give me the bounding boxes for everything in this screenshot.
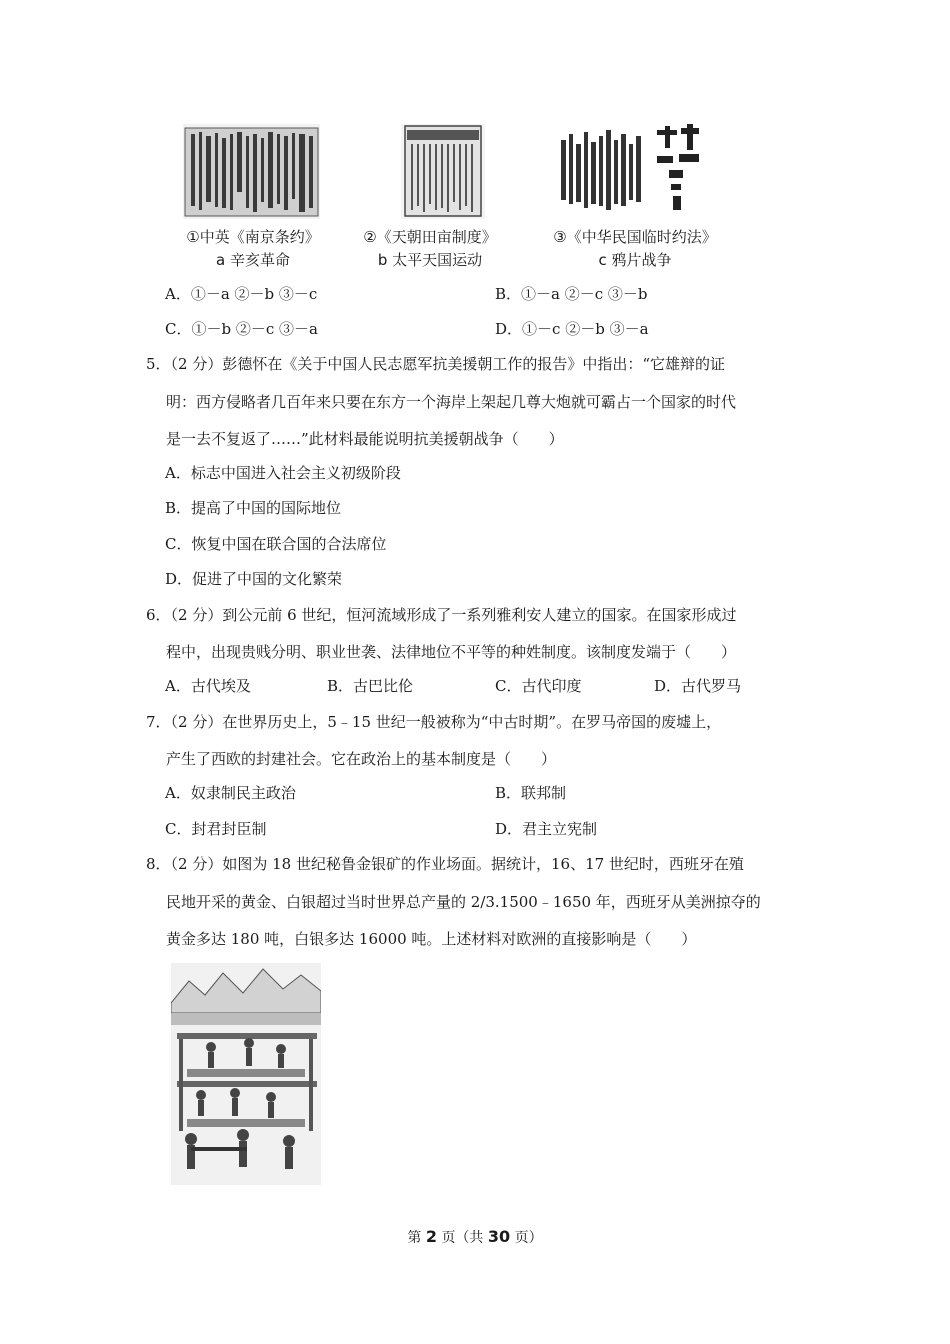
q7-option-c[interactable]: C．封君封臣制 [165, 820, 267, 838]
footer-page-number: 2 [425, 1227, 437, 1246]
q6-option-b[interactable]: B．古巴比伦 [327, 677, 414, 695]
page-footer [0, 1227, 950, 1247]
q6-stem-line-2: 程中，出现贵贱分明、职业世袭、法律地位不平等的种姓制度。该制度发端于（ ） [166, 643, 737, 661]
heavenly-kingdom-land-system-image [401, 124, 485, 219]
q5-option-d[interactable]: D．促进了中国的文化繁荣 [165, 570, 343, 588]
q5-stem-line-2: 明：西方侵略者几百年来只要在东方一个海岸上架起几尊大炮就可霸占一个国家的时代 [166, 393, 737, 411]
caption-1 [160, 226, 346, 270]
q5-stem-line-1: 5．（2 分）彭德怀在《关于中国人民志愿军抗美援朝工作的报告》中指出：“它雄辩的证 [146, 355, 726, 373]
caption-2-bottom: b 太平天国运动 [377, 251, 483, 269]
q7-option-d[interactable]: D．君主立宪制 [495, 820, 598, 838]
q7-option-a[interactable]: A．奴隶制民主政治 [165, 784, 296, 802]
q5-option-b[interactable]: B．提高了中国的国际地位 [165, 499, 342, 517]
footer-total-pages: 30 [487, 1227, 511, 1246]
q5-stem-line-3: 是一去不复返了……”此材料最能说明抗美援朝战争（ ） [166, 430, 564, 448]
caption-3 [530, 226, 740, 270]
q7-stem-line-1: 7．（2 分）在世界历史上，5﹣15 世纪一般被称为“中古时期”。在罗马帝国的废墟上， [146, 713, 722, 731]
footer-mid: 页（共 [441, 1230, 484, 1246]
q6-option-a[interactable]: A．古代埃及 [165, 677, 251, 695]
caption-3-bottom: c 鸦片战争 [598, 251, 672, 269]
q6-option-c[interactable]: C．古代印度 [495, 677, 582, 695]
q8-stem-line-2: 民地开采的黄金、白银超过当时世界总产量的 2/3.1500﹣1650 年，西班牙从美洲掠夺的 [166, 893, 761, 911]
caption-1-top: ①中英《南京条约》 [186, 228, 320, 246]
q8-stem-line-3: 黄金多达 180 吨，白银多达 16000 吨。上述材料对欧洲的直接影响是（ ） [166, 930, 697, 948]
q5-option-c[interactable]: C．恢复中国在联合国的合法席位 [165, 535, 387, 553]
footer-suffix: 页） [514, 1230, 543, 1246]
caption-3-top: ③《中华民国临时约法》 [553, 228, 717, 246]
footer-prefix: 第 [407, 1230, 422, 1246]
caption-2-top: ②《天朝田亩制度》 [363, 228, 497, 246]
q6-option-d[interactable]: D．古代罗马 [654, 677, 742, 695]
nanjing-treaty-image [183, 124, 320, 219]
q4-option-d[interactable]: D．①－c ②－b ③－a [495, 320, 649, 338]
caption-1-bottom: a 辛亥革命 [216, 251, 290, 269]
q4-option-b[interactable]: B．①－a ②－c ③－b [495, 285, 648, 303]
q8-stem-line-1: 8．（2 分）如图为 18 世纪秘鲁金银矿的作业场面。据统计，16、17 世纪时，西班牙在殖 [146, 855, 744, 873]
q7-option-b[interactable]: B．联邦制 [495, 784, 567, 802]
q7-stem-line-2: 产生了西欧的封建社会。它在政治上的基本制度是（ ） [166, 750, 557, 768]
q4-option-c[interactable]: C．①－b ②－c ③－a [165, 320, 318, 338]
q5-option-a[interactable]: A．标志中国进入社会主义初级阶段 [165, 464, 401, 482]
peru-mine-illustration [171, 963, 321, 1185]
q4-option-a[interactable]: A．①－a ②－b ③－c [165, 285, 318, 303]
q6-stem-line-1: 6．（2 分）到公元前 6 世纪，恒河流域形成了一系列雅利安人建立的国家。在国家形成过 [146, 606, 737, 624]
caption-2 [340, 226, 520, 270]
provisional-constitution-image [557, 124, 707, 219]
